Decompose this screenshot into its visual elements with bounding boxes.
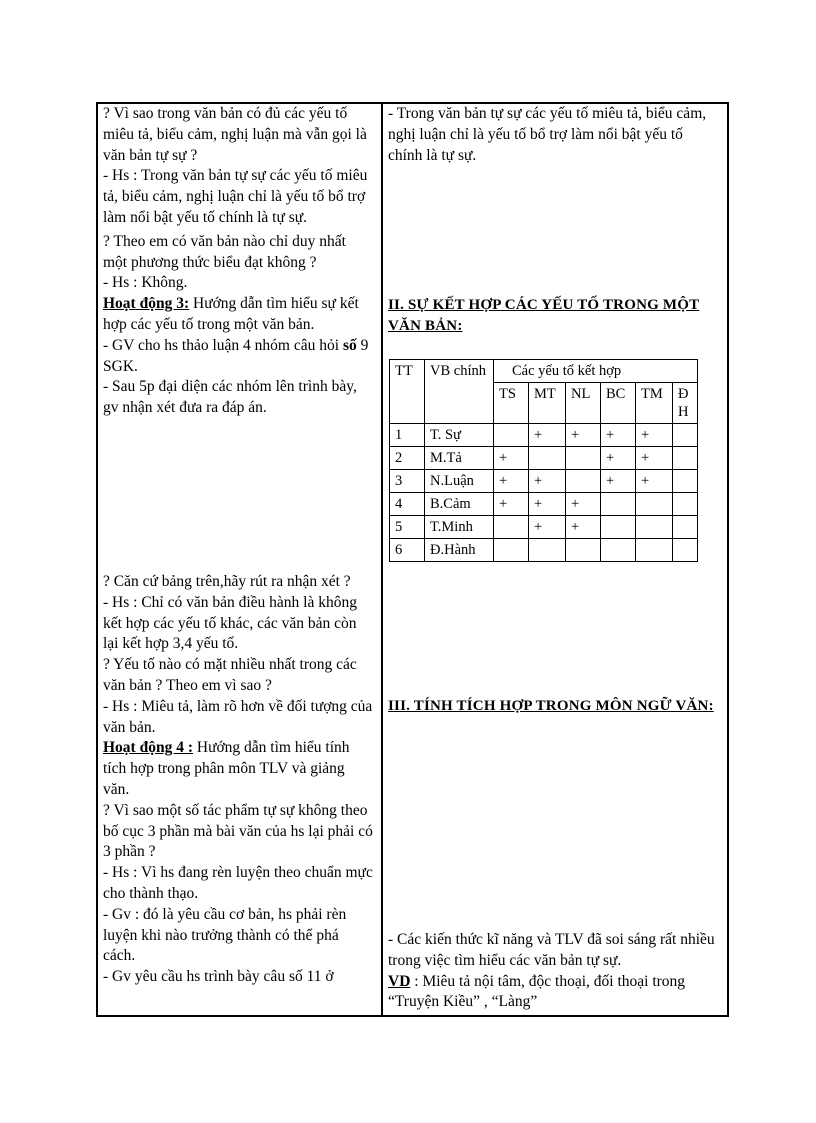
- teacher-note-1-pre: - GV cho hs thảo luận 4 nhóm câu hỏi: [103, 336, 343, 354]
- table-row: [390, 470, 698, 493]
- cell: +: [566, 424, 601, 447]
- answer-2: - Hs : Không.: [103, 274, 188, 292]
- activity-3: [103, 294, 373, 336]
- subheader-tm: TM: [636, 383, 673, 424]
- cell: +: [494, 470, 529, 493]
- cell: [673, 447, 698, 470]
- teacher-note-4: - Gv yêu cầu hs trình bày câu số 11 ở: [103, 968, 334, 986]
- cell: [601, 493, 636, 516]
- example-line: [388, 972, 721, 1014]
- question-5: ? Vì sao một số tác phẩm tự sự không theo bố cục 3 phần mà bài văn của hs lại phải có 3 phần ?: [103, 801, 373, 861]
- column-divider: [381, 102, 383, 1017]
- cell: +: [601, 424, 636, 447]
- cell: [673, 516, 698, 539]
- cell: [636, 493, 673, 516]
- answer-5: - Hs : Vì hs đang rèn luyện theo chuẩn mực cho thành thạo.: [103, 864, 373, 902]
- activity-3-label: Hoạt động 3:: [103, 295, 190, 313]
- cell: [494, 516, 529, 539]
- left-column-lower: [103, 572, 373, 988]
- section-2-title: II. SỰ KẾT HỢP CÁC YẾU TỐ TRONG MỘT VĂN BẢN:: [388, 297, 700, 334]
- cell: [529, 539, 566, 562]
- cell: [566, 539, 601, 562]
- cell: +: [494, 493, 529, 516]
- question-1: ? Vì sao trong văn bản có đủ các yếu tố miêu tả, biểu cảm, nghị luận mà vẫn gọi là văn bản tự sự ?: [103, 105, 367, 164]
- cell-vb: N.Luận: [425, 470, 494, 493]
- cell: +: [601, 447, 636, 470]
- cell-tt: 6: [390, 539, 425, 562]
- right-intro: [388, 104, 721, 166]
- table-row: [390, 447, 698, 470]
- teacher-note-1: [103, 336, 373, 378]
- answer-4: - Hs : Miêu tả, làm rõ hơn về đối tượng của văn bản.: [103, 697, 373, 736]
- example-text: : Miêu tả nội tâm, độc thoại, đối thoại trong “Truyện Kiều” , “Làng”: [388, 972, 686, 1011]
- teacher-note-1-post: 9 SGK.: [103, 336, 369, 375]
- cell: +: [529, 516, 566, 539]
- cell: [673, 493, 698, 516]
- cell: +: [636, 424, 673, 447]
- cell: [636, 539, 673, 562]
- cell: [673, 539, 698, 562]
- combination-table: [389, 359, 698, 562]
- right-intro-text: - Trong văn bản tự sự các yếu tố miêu tả, biểu cảm, nghị luận chỉ là yếu tố bổ trợ làm nổi bật yếu tố chính là tự sự.: [388, 105, 707, 164]
- table-header-row: [390, 360, 698, 383]
- cell-tt: 2: [390, 447, 425, 470]
- teacher-note-1-bold: số: [342, 336, 357, 354]
- cell: [566, 447, 601, 470]
- cell: +: [636, 447, 673, 470]
- cell: +: [601, 470, 636, 493]
- cell-tt: 4: [390, 493, 425, 516]
- table-row: [390, 516, 698, 539]
- cell: +: [529, 470, 566, 493]
- right-conclusion: [388, 930, 721, 1013]
- cell: +: [636, 470, 673, 493]
- cell: +: [529, 493, 566, 516]
- cell: +: [566, 516, 601, 539]
- cell: [601, 539, 636, 562]
- activity-3-text: Hướng dẫn tìm hiểu sự kết hợp các yếu tố trong một văn bản.: [103, 295, 359, 333]
- cell-vb: M.Tả: [425, 447, 494, 470]
- teacher-note-3: - Gv : đó là yêu cầu cơ bản, hs phải rèn luyện khi nào trưởng thành có thể phá cách.: [103, 905, 347, 965]
- subheader-bc: BC: [601, 383, 636, 424]
- cell: +: [566, 493, 601, 516]
- table-row: [390, 424, 698, 447]
- cell: [673, 470, 698, 493]
- answer-1: - Hs : Trong văn bản tự sự các yếu tố miêu tả, biểu cảm, nghị luận chỉ là yếu tố bổ trợ làm nổi bật yếu tố chính là tự sự.: [103, 167, 368, 226]
- cell: +: [529, 424, 566, 447]
- cell-vb: B.Cảm: [425, 493, 494, 516]
- left-column: [103, 104, 373, 419]
- cell: +: [494, 447, 529, 470]
- question-3: ? Căn cứ bảng trên,hãy rút ra nhận xét ?: [103, 573, 351, 590]
- question-2: ? Theo em có văn bản nào chỉ duy nhất một phương thức biểu đạt không ?: [103, 232, 346, 271]
- activity-4-label: Hoạt động 4 :: [103, 739, 193, 757]
- subheader-mt: MT: [529, 383, 566, 424]
- header-tt: TT: [390, 360, 425, 424]
- cell: [601, 516, 636, 539]
- cell-vb: Đ.Hành: [425, 539, 494, 562]
- cell-tt: 3: [390, 470, 425, 493]
- header-group: Các yếu tố kết hợp: [494, 360, 698, 383]
- table-row: [390, 493, 698, 516]
- header-vb: VB chính: [425, 360, 494, 424]
- section-3-title: III. TÍNH TÍCH HỢP TRONG MÔN NGỮ VĂN:: [388, 698, 714, 714]
- answer-3: - Hs : Chỉ có văn bản điều hành là không kết hợp các yếu tố khác, các văn bản còn lại kết hợp 3,4 yếu tố.: [103, 593, 357, 653]
- cell-tt: 5: [390, 516, 425, 539]
- activity-4: [103, 738, 373, 800]
- cell: [566, 470, 601, 493]
- question-4: ? Yếu tố nào có mặt nhiều nhất trong các văn bản ? Theo em vì sao ?: [103, 656, 357, 694]
- cell: [529, 447, 566, 470]
- subheader-ts: TS: [494, 383, 529, 424]
- cell-vb: T. Sự: [425, 424, 494, 447]
- teacher-note-2: - Sau 5p đại diện các nhóm lên trình bày, gv nhận xét đưa ra đáp án.: [103, 378, 357, 417]
- cell: [636, 516, 673, 539]
- cell: [673, 424, 698, 447]
- subheader-dh: Đ H: [673, 383, 698, 424]
- conclusion-text: - Các kiến thức kĩ năng và TLV đã soi sáng rất nhiều trong việc tìm hiểu các văn bản tự sự.: [388, 931, 715, 969]
- cell: [494, 539, 529, 562]
- cell-tt: 1: [390, 424, 425, 447]
- subheader-nl: NL: [566, 383, 601, 424]
- activity-4-text: Hướng dẫn tìm hiểu tính tích hợp trong phân môn TLV và giảng văn.: [103, 739, 350, 798]
- example-label: VD: [388, 972, 411, 990]
- table-row: [390, 539, 698, 562]
- cell-vb: T.Minh: [425, 516, 494, 539]
- cell: [494, 424, 529, 447]
